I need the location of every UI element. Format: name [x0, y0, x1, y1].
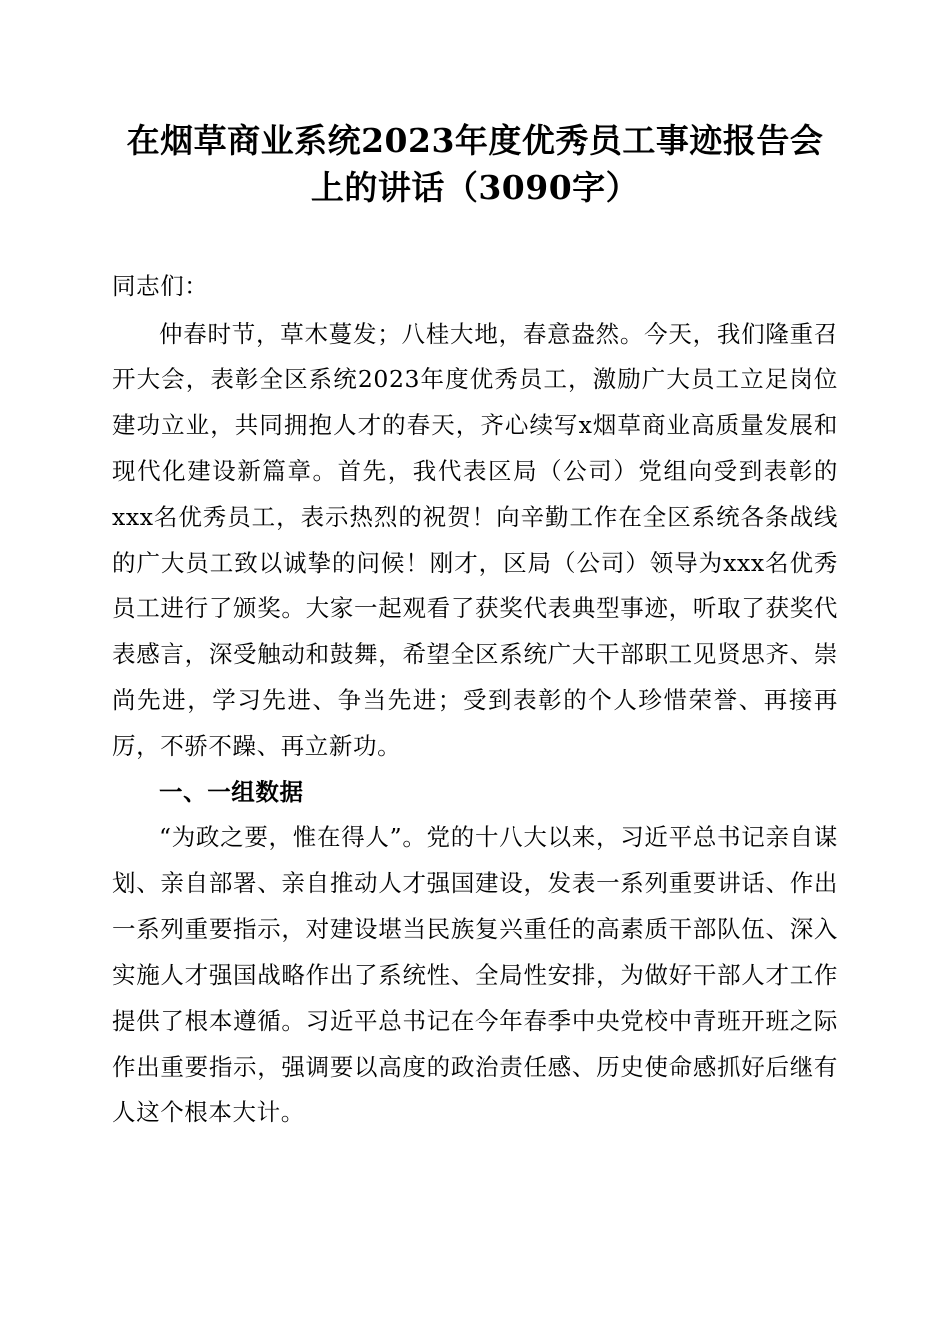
section-paragraph-1: “为政之要，惟在得人”。党的十八大以来，习近平总书记亲自谋划、亲自部署、亲自推动人才强国建设，发表一系列重要讲话、作出一系列重要指示，对建设堪当民族复兴重任的高素质干部队伍、深入实施人才强国战略作出了系统性、全局性安排，为做好干部人才工作提供了根本遵循。习近平总书记在今年春季中央党校中青班开班之际作出重要指示，强调要以高度的政治责任感、历史使命感抓好后继有人这个根本大计。: [112, 823, 838, 1127]
page-title: 在烟草商业系统2023年度优秀员工事迹报告会上的讲话（3090字）: [126, 121, 824, 207]
salutation: 同志们：: [112, 271, 209, 300]
section-heading-1: 一、一组数据: [159, 777, 304, 806]
body-paragraph-1: 仲春时节，草木蔓发；八桂大地，春意盎然。今天，我们隆重召开大会，表彰全区系统2023年度优秀员工，激励广大员工立足岗位建功立业，共同拥抱人才的春天，齐心续写x烟草商业高质量发展和现代化建设新篇章。首先，我代表区局（公司）党组向受到表彰的xxx名优秀员工，表示热烈的祝贺！向辛勤工作在全区系统各条战线的广大员工致以诚挚的问候！刚才，区局（公司）领导为xxx名优秀员工进行了颁奖。大家一起观看了获奖代表典型事迹，听取了获奖代表感言，深受触动和鼓舞，希望全区系统广大干部职工见贤思齐、崇尚先进，学习先进、争当先进；受到表彰的个人珍惜荣誉、再接再厉，不骄不躁、再立新功。: [112, 319, 838, 760]
